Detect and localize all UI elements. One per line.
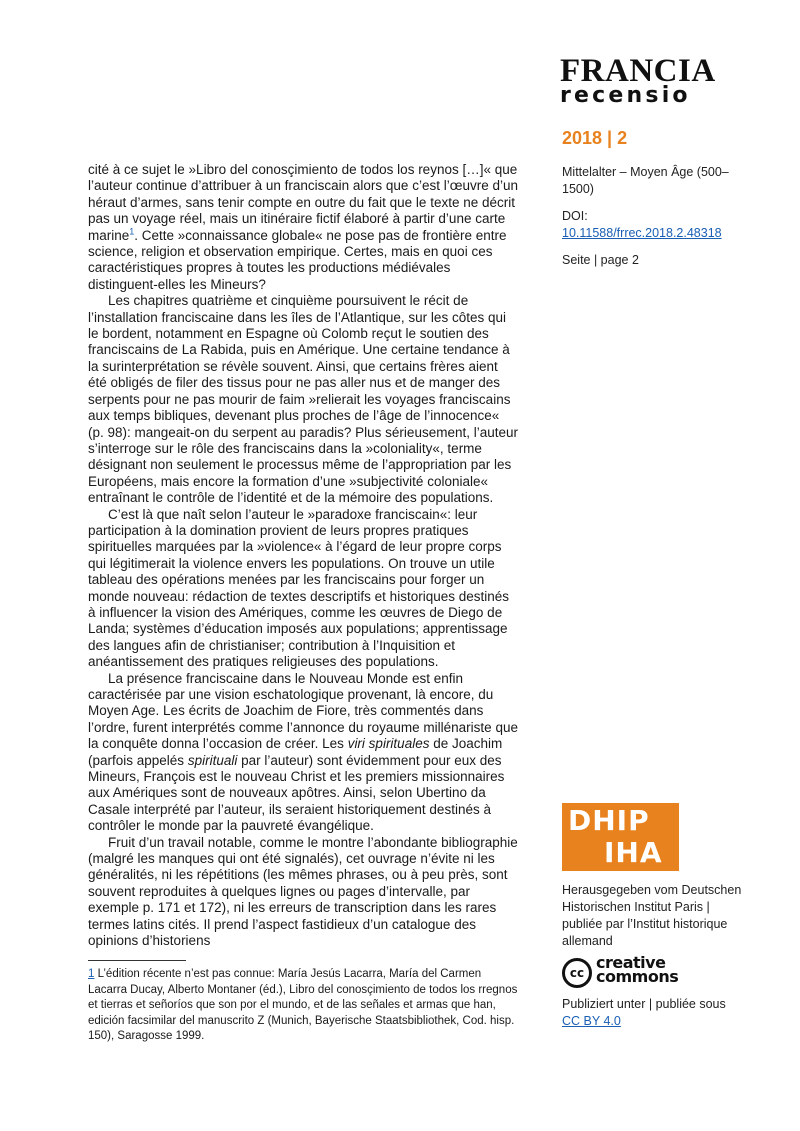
- footnote-text: L’édition récente n’est pas connue: María Jesús Lacarra, María del Carmen Lacarra Ducay, Alberto Montaner (éd.), Libro del conosçimiento de todos los rregnos et tierras et señoríos que son por el mundo, et de las señales et armas que han, edición facsimilar del manuscrito Z (Munich, Bayerische Staatsbibliothek, Cod. hisp. 150), Saragosse 1999.: [88, 968, 518, 1043]
- paragraph-3: C’est là que naît selon l’auteur le »paradoxe franciscain«: leur participation à la domination provient de leurs propres pratiques spirituelles marquées par la »violence« à l’égard de leur propre corps qui légitimerait la violence envers les populations. On trouve un utile tableau des opérations menées par les franciscains pour forger un monde nouveau: rédaction de textes descriptifs et historiques destinés à influencer la vision des Amériques, comme les œuvres de Diego de Landa; systèmes d’éducation imposés aux populations; apprentissage des langues afin de christianiser; contribution à l’Inquisition et anéantissement des pratiques religieuses des populations.: [88, 506, 509, 670]
- francia-recensio-logo: [560, 53, 720, 108]
- paragraph-4-italic-1: viri spirituales: [347, 736, 430, 752]
- paragraph-1: [88, 162, 518, 293]
- paragraph-5: Fruit d’un travail notable, comme le montre l’abondante bibliographie (malgré les manques qui ont été signalés), cet ouvrage n’évite ni les généralités, ni les répétitions (les mêmes phrases, ou à peu près, sont souvent reproduites à quelques lignes ou pages d’intervalle, par exemple p. 171 et 172), ni les erreurs de transcription dans les rares termes latins cités. Il prend l’aspect fastidieux d’un catalogue des opinions d’historiens: [88, 834, 518, 949]
- cc-wordmark-line-1: creative: [596, 953, 666, 972]
- paragraph-4-text-a: La présence franciscaine dans le Nouveau Monde est enfin caractérisée par une vision eschatologique provenant, là encore, du Moyen Age. Les écrits de Joachim de Fiore, très commentés dans l’ordre, furent interprétés comme l’annonce du royaume millénariste que la conquête donna l’occasion de créer. Les: [88, 670, 518, 752]
- cc-wordmark: [596, 953, 679, 986]
- paragraph-4-text-b: de Joachim (parfois appelés: [88, 736, 503, 768]
- logo-line-francia: FRANCIA: [560, 53, 716, 89]
- license-block: [562, 996, 742, 1030]
- article-body: [88, 162, 518, 950]
- dhi-logo: [562, 803, 679, 871]
- paragraph-2: Les chapitres quatrième et cinquième poursuivent le récit de l’installation franciscaine dans les îles de l’Atlantique, sur les côtes qui le bordent, notamment en Espagne où Colomb reçut le soutien des franciscains de La Rabida, puis en Amérique. Une certaine tendance à la surinterprétation se révèle souvent. Ainsi, que certains frères aient été obligés de filer des tissus pour ne pas aller nus et de manger des serpents pour ne pas mourir de faim »relierait les voyages franciscains aux temps bibliques, devenant plus proches de l’âge de l’innocence« (p. 98): mangeait-on du serpent au paradis? Plus sérieusement, l’auteur s’interroge sur le rôle des franciscains dans la »coloniality«, terme désignant non seulement le processus même de l’appropriation par les Européens, mais encore la formation d’une »subjectivité coloniale« entraînant le contrôle de l’identité et de la mémoire des populations.: [88, 293, 518, 506]
- dhi-logo-line-2: IHA: [604, 836, 663, 869]
- footnote-ref-1[interactable]: 1: [129, 226, 135, 237]
- footnote-divider: [88, 960, 186, 961]
- footnote-1: [88, 967, 518, 1045]
- creative-commons-logo: [562, 953, 732, 988]
- issue-number: 2018 | 2: [562, 128, 628, 148]
- paragraph-4: [88, 671, 518, 835]
- doi-block: [562, 208, 742, 242]
- period-label: Mittelalter – Moyen Âge (500–1500): [562, 165, 729, 196]
- paragraph-1-text-b: . Cette »connaissance globale« ne pose pas de frontière entre science, religion et observation empirique. Certes, mais en quoi ces caractéristiques propres à toutes les productions médiévales distinguent-elles les Mineurs?: [88, 227, 507, 292]
- cc-wordmark-line-2: commons: [596, 967, 679, 986]
- page-label: Seite | page 2: [562, 253, 639, 267]
- paragraph-4-text-c: par l’auteur) sont évidemment pour eux des Mineurs, François est le nouveau Christ et les premiers missionnaires aux Amériques sont de nouveaux apôtres. Ainsi, selon Ubertino da Casale interprété par l’auteur, ils seraient historiquement destinés à contrôler le monde par la pauvreté évangélique.: [88, 752, 505, 834]
- doi-link[interactable]: 10.11588/frrec.2018.2.48318: [562, 226, 722, 240]
- paragraph-1-text-a: cité à ce sujet le »Libro del conosçimiento de todos los reynos […]« que l’auteur continue d’attribuer à un franciscain alors que c’est l’œuvre d’un héraut d’armes, sans tenir compte en outre du fait que le texte ne décrit pas un voyage réel, mais un itinéraire fictif élaboré à partir d’une carte marine: [88, 162, 518, 243]
- paragraph-4-italic-2: spirituali: [187, 752, 238, 768]
- publisher-text: Herausgegeben vom Deutschen Historischen Institut Paris | publiée par l’Institut historique allemand: [562, 883, 742, 948]
- cc-icon: cc: [562, 958, 592, 988]
- footnote-number-link[interactable]: 1: [88, 968, 95, 980]
- license-text: Publiziert unter | publiée sous: [562, 997, 726, 1011]
- logo-line-recensio: recensio: [560, 83, 691, 108]
- doi-label: DOI:: [562, 209, 588, 223]
- license-link[interactable]: CC BY 4.0: [562, 1014, 621, 1028]
- dhi-logo-line-1: DHIP: [568, 804, 650, 837]
